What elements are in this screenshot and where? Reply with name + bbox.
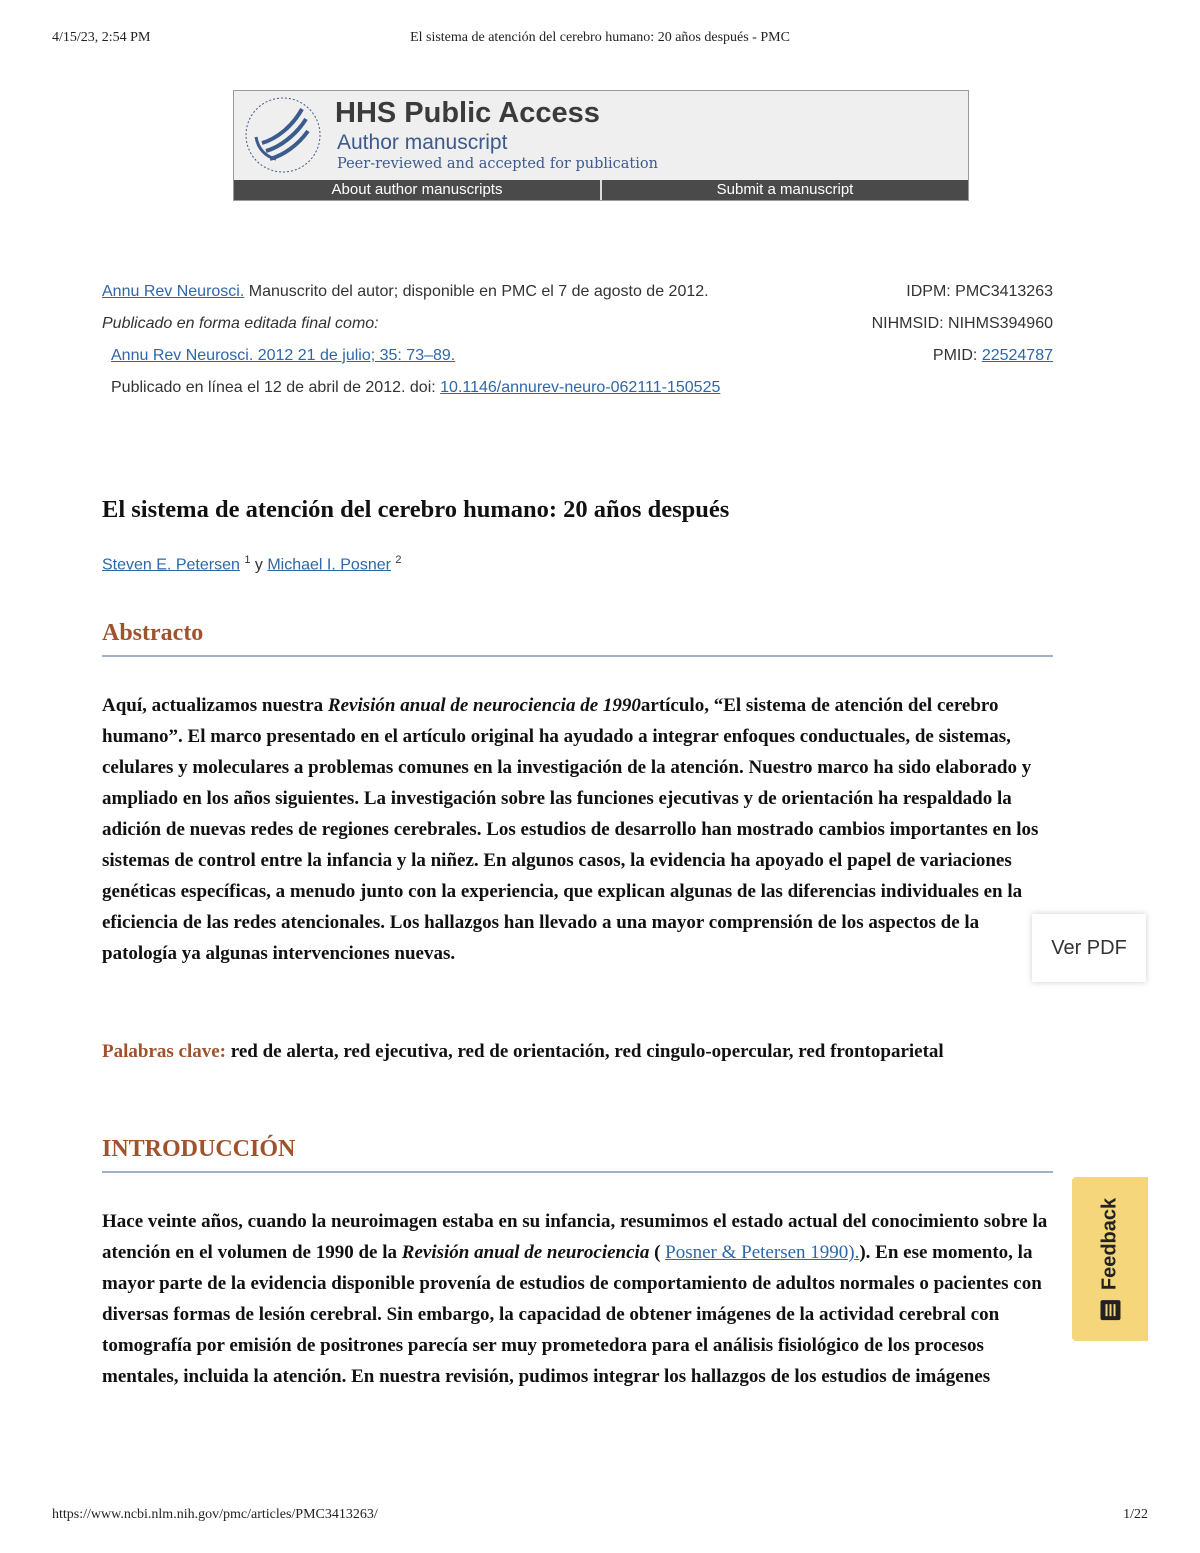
availability-text: Manuscrito del autor; disponible en PMC el 7 de agosto de 2012. xyxy=(244,283,709,300)
keywords-text: red de alerta, red ejecutiva, red de orientación, red cingulo-opercular, red frontoparietal xyxy=(226,1041,944,1062)
intro-paren: ( xyxy=(649,1242,666,1263)
citation-line xyxy=(102,340,792,372)
keywords-label: Palabras clave: xyxy=(102,1041,227,1062)
author-link-posner[interactable]: Michael I. Posner xyxy=(267,556,391,574)
pmid-link[interactable]: 22524787 xyxy=(981,347,1053,364)
journal-link[interactable]: Annu Rev Neurosci. xyxy=(102,283,245,300)
feedback-label: Feedback xyxy=(1098,1197,1121,1291)
print-page-title: El sistema de atención del cerebro humano: 20 años después - PMC xyxy=(410,30,790,45)
reference-link-posner-petersen[interactable]: Posner & Petersen 1990). xyxy=(665,1242,860,1263)
pmc-id: IDPM: PMC3413263 xyxy=(906,283,1053,300)
hhs-public-access-banner xyxy=(233,90,969,201)
author-separator: y xyxy=(250,556,268,574)
abstract-heading: Abstracto xyxy=(102,620,1053,657)
author-affiliation-1: 1 xyxy=(244,554,251,566)
page-url: https://www.ncbi.nlm.nih.gov/pmc/articles/PMC3413263/ xyxy=(52,1507,378,1522)
intro-italic-ref: Revisión anual de neurociencia xyxy=(401,1242,650,1263)
intro-text-after: ). En ese momento, la mayor parte de la evidencia disponible provenía de estudios de comportamiento de adultos normales o pacientes con diversas formas de lesión cerebral. Sin embargo, la capacidad de obtener imágenes de la actividad cerebral con tomografía por emisión de positrones parecía ser muy prometedora para el análisis fisiológico de los procesos mentales, incluida la atención. En nuestra revisión, pudimos integrar los hallazgos de los estudios de imágenes xyxy=(102,1242,1042,1387)
author-affiliation-2: 2 xyxy=(395,554,402,566)
submit-manuscript-link[interactable]: Submit a manuscript xyxy=(600,180,968,200)
banner-link-bar xyxy=(234,180,968,200)
print-datetime: 4/15/23, 2:54 PM xyxy=(52,30,151,45)
feedback-button[interactable] xyxy=(1072,1177,1148,1341)
abstract-italic-ref: Revisión anual de neurociencia de 1990 xyxy=(327,695,641,716)
article-ids xyxy=(872,276,1053,372)
author-list xyxy=(102,554,402,574)
print-header xyxy=(52,30,1148,50)
intro-text-before: Hace veinte años, cuando la neuroimagen estaba en su infancia, resumimos el estado actual del conocimiento sobre la atención en el volumen de 1990 de la xyxy=(102,1211,1048,1263)
banner-title: HHS Public Access xyxy=(335,97,600,129)
keywords-paragraph xyxy=(102,1036,1054,1067)
introduction-heading: INTRODUCCIÓN xyxy=(102,1136,1053,1173)
online-date-text: Publicado en línea el 12 de abril de 2012. doi: xyxy=(111,379,441,396)
banner-tagline: Peer-reviewed and accepted for publication xyxy=(337,156,658,172)
abstract-paragraph xyxy=(102,690,1054,969)
view-pdf-button[interactable]: Ver PDF xyxy=(1032,914,1146,982)
citation-link[interactable]: Annu Rev Neurosci. 2012 21 de julio; 35: 73–89. xyxy=(111,347,456,364)
feedback-label-wrap xyxy=(1099,1198,1122,1320)
published-as-label: Publicado en forma editada final como: xyxy=(102,315,379,332)
abstract-text: artículo, “El sistema de atención del cerebro humano”. El marco presentado en el artículo original ha ayudado a integrar enfoques conductuales, de sistemas, celulares y moleculares a problemas comunes en la investigación de la atención. Nuestro marco ha sido elaborado y ampliado en los años siguientes. La investigación sobre las funciones ejecutivas y de orientación ha respaldado la adición de nuevas redes de regiones cerebrales. Los estudios de desarrollo han mostrado cambios importantes en los sistemas de control entre la infancia y la niñez. En algunos casos, la evidencia ha apoyado el papel de variaciones genéticas específicas, a menudo junto con la experiencia, que explican algunas de las diferencias individuales en la eficiencia de las redes atencionales. Los hallazgos han llevado a una mayor comprensión de los aspectos de la patología ya algunas intervenciones nuevas. xyxy=(102,695,1039,964)
abstract-intro: Aquí, actualizamos nuestra xyxy=(102,695,328,716)
hhs-eagle-logo-icon xyxy=(240,95,326,175)
availability-line xyxy=(102,276,792,308)
banner-subtitle: Author manuscript xyxy=(337,131,508,154)
citation-meta xyxy=(102,276,792,404)
feedback-icon xyxy=(1100,1300,1120,1320)
page-number: 1/22 xyxy=(1123,1507,1148,1522)
introduction-paragraph xyxy=(102,1206,1054,1392)
pmid-line xyxy=(872,340,1053,372)
print-footer xyxy=(52,1507,1148,1523)
author-link-petersen[interactable]: Steven E. Petersen xyxy=(102,556,240,574)
doi-line xyxy=(102,372,792,404)
nihms-id: NIHMSID: NIHMS394960 xyxy=(871,315,1053,332)
pmid-label: PMID: xyxy=(932,347,982,364)
doi-link[interactable]: 10.1146/annurev-neuro-062111-150525 xyxy=(440,379,721,396)
article-title: El sistema de atención del cerebro humano: 20 años después xyxy=(102,496,730,523)
about-author-manuscripts-link[interactable]: About author manuscripts xyxy=(331,181,503,198)
